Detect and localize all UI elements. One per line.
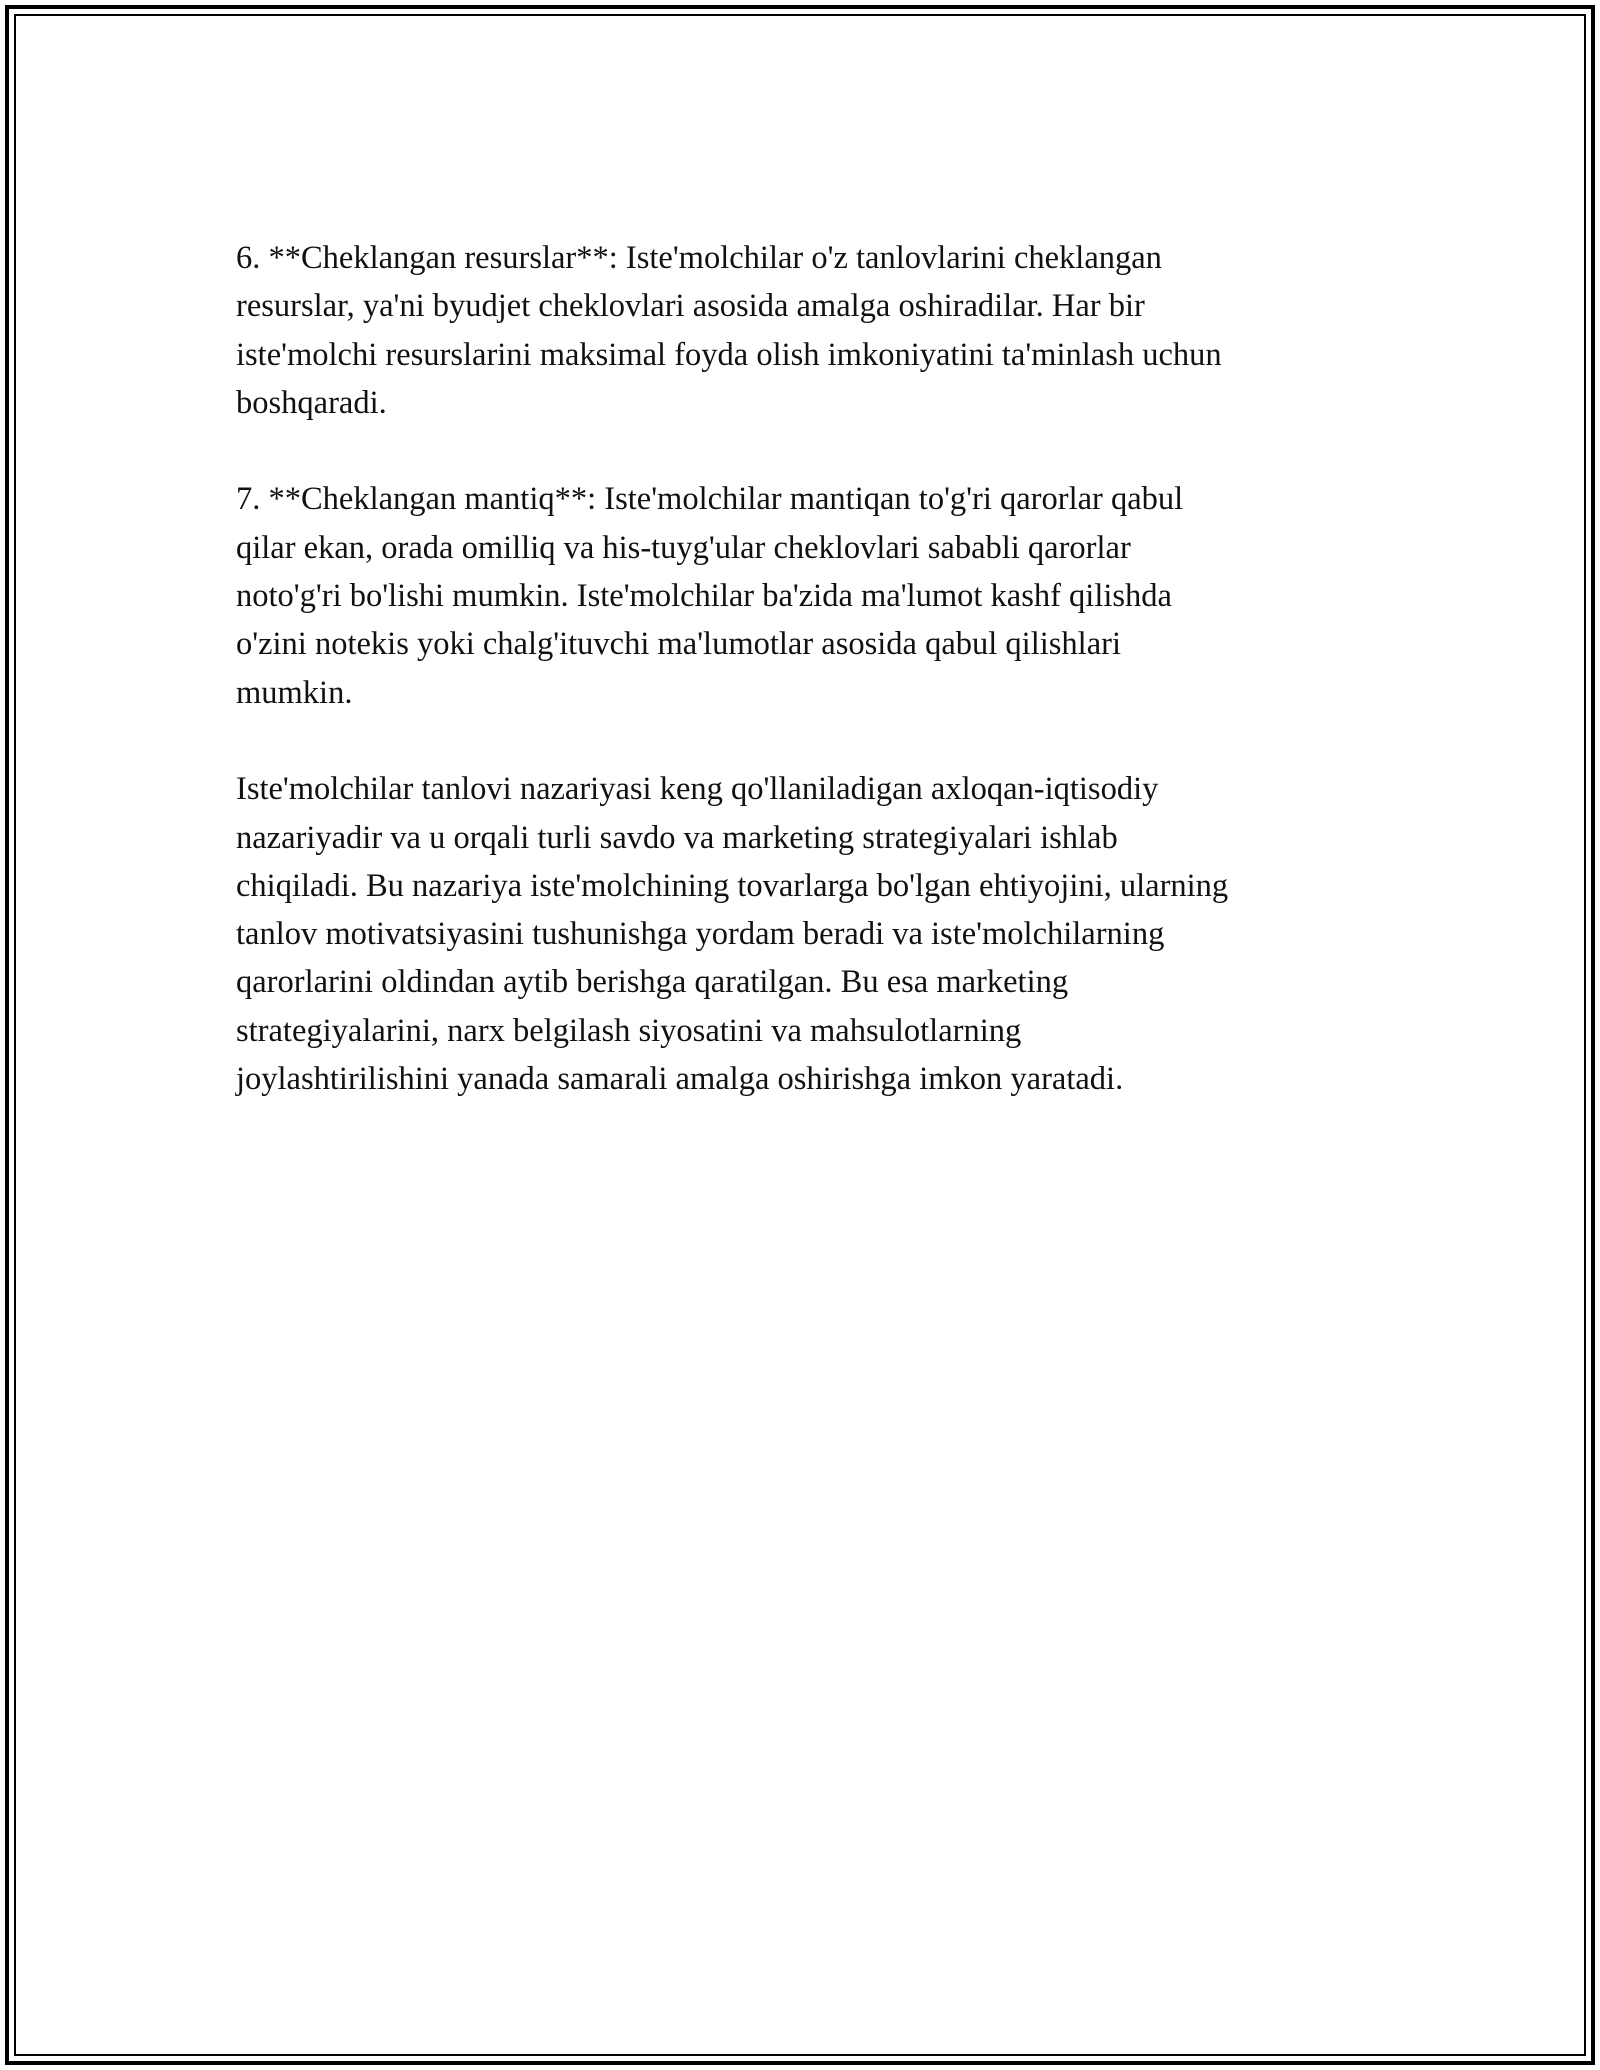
paragraph-cheklangan-resurslar: 6. **Cheklangan resurslar**: Iste'molchilar o'z tanlovlarini cheklangan resurslar, ya'ni byudjet cheklovlari asosida amalga oshiradilar. Har bir iste'molchi resurslarini maksimal foyda olish imkoniyatini ta'minlash uchun boshqaradi. bbox=[236, 240, 1222, 421]
document-body bbox=[236, 234, 1366, 1152]
paragraph-cheklangan-mantiq: 7. **Cheklangan mantiq**: Iste'molchilar mantiqan to'g'ri qarorlar qabul qilar ekan, orada omilliq va his-tuyg'ular cheklovlari sababli qarorlar noto'g'ri bo'lishi mumkin. Iste'molchilar ba'zida ma'lumot kashf qilishda o'zini notekis yoki chalg'ituvchi ma'lumotlar asosida qabul qilishlari mumkin. bbox=[236, 481, 1184, 711]
paragraph-conclusion: Iste'molchilar tanlovi nazariyasi keng qo'llaniladigan axloqan-iqtisodiy nazariyadir va u orqali turli savdo va marketing strategiyalari ishlab chiqiladi. Bu nazariya iste'molchining tovarlarga bo'lgan ehtiyojini, ularning tanlov motivatsiyasini tushunishga yordam beradi va iste'molchilarning qarorlarini oldindan aytib berishga qaratilgan. Bu esa marketing strategiyalarini, narx belgilash siyosatini va mahsulotlarning joylashtirilishini yanada samarali amalga oshirishga imkon yaratadi. bbox=[236, 771, 1229, 1098]
